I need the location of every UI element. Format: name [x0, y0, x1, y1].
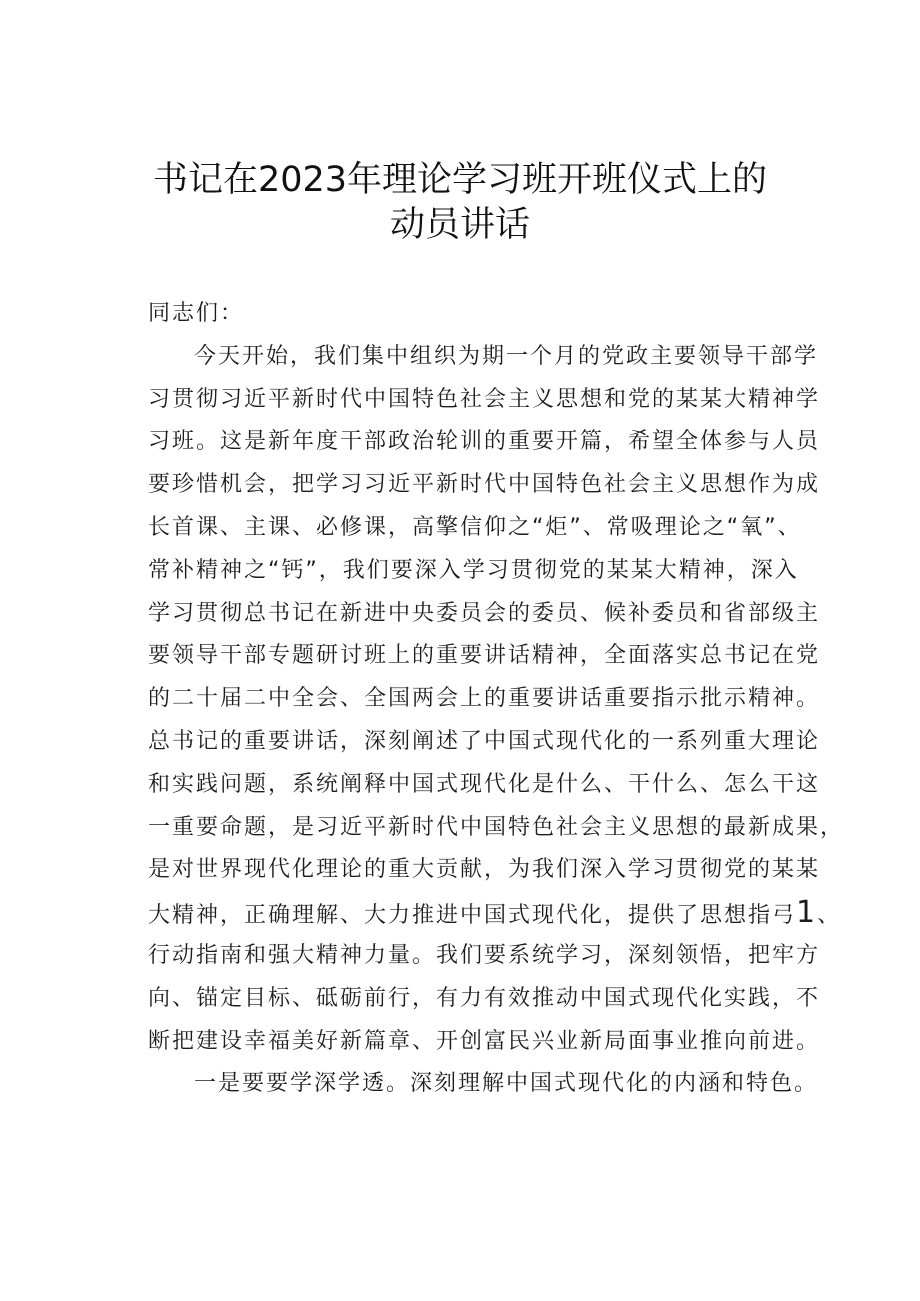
paragraph-line: 长首课、主课、必修课，高擎信仰之“炬”、常吸理论之“氧”、 [148, 514, 802, 540]
paragraph-line: 断把建设幸福美好新篇章、开创富民兴业新局面事业推向前进。 [148, 1028, 821, 1054]
document-body [148, 293, 845, 1106]
paragraph-line: 习贯彻习近平新时代中国特色社会主义思想和党的某某大精神学 [148, 386, 821, 412]
stray-digit: 1 [796, 895, 818, 931]
paragraph-line: 习班。这是新年度干部政治轮训的重要开篇，希望全体参与人员 [148, 429, 821, 455]
document-title-line2: 动员讲话 [389, 205, 530, 245]
paragraph-line [148, 892, 842, 935]
paragraph-line: 要珍惜机会，把学习习近平新时代中国特色社会主义思想作为成 [148, 472, 821, 498]
paragraph-line: 行动指南和强大精神力量。我们要系统学习，深刻领悟，把牢方 [148, 942, 821, 968]
paragraph-line: 今天开始，我们集中组织为期一个月的党政主要领导干部学 [194, 343, 819, 369]
line-text-end: 、 [817, 903, 842, 929]
document-title-line1: 书记在2023年理论学习班开班仪式上的 [152, 160, 768, 200]
paragraph-line: 的二十届二中全会、全国两会上的重要讲话重要指示批示精神。 [148, 686, 821, 712]
paragraph-line: 是对世界现代化理论的重大贡献，为我们深入学习贯彻党的某某 [148, 857, 821, 883]
paragraph-line: 和实践问题，系统阐释中国式现代化是什么、干什么、怎么干这 [148, 771, 821, 797]
salutation: 同志们： [148, 301, 245, 326]
paragraph-line: 常补精神之“钙”，我们要深入学习贯彻党的某某大精神，深入 [148, 557, 799, 583]
paragraph-line: 要领导干部专题研讨班上的重要讲话精神，全面落实总书记在党 [148, 643, 821, 669]
line-text: 大精神，正确理解、大力推进中国式现代化，提供了思想指弓 [148, 903, 797, 929]
paragraph-line: 总书记的重要讲话，深刻阐述了中国式现代化的一系列重大理论 [148, 728, 821, 754]
paragraph-line: 学习贯彻总书记在新进中央委员会的委员、候补委员和省部级主 [148, 600, 821, 626]
paragraph-line: 一重要命题，是习近平新时代中国特色社会主义思想的最新成果， [148, 814, 845, 840]
paragraph-line: 向、锚定目标、砥砺前行，有力有效推动中国式现代化实践，不 [148, 985, 821, 1011]
paragraph-2: 一是要要学深学透。深刻理解中国式现代化的内涵和特色。 [194, 1071, 819, 1097]
